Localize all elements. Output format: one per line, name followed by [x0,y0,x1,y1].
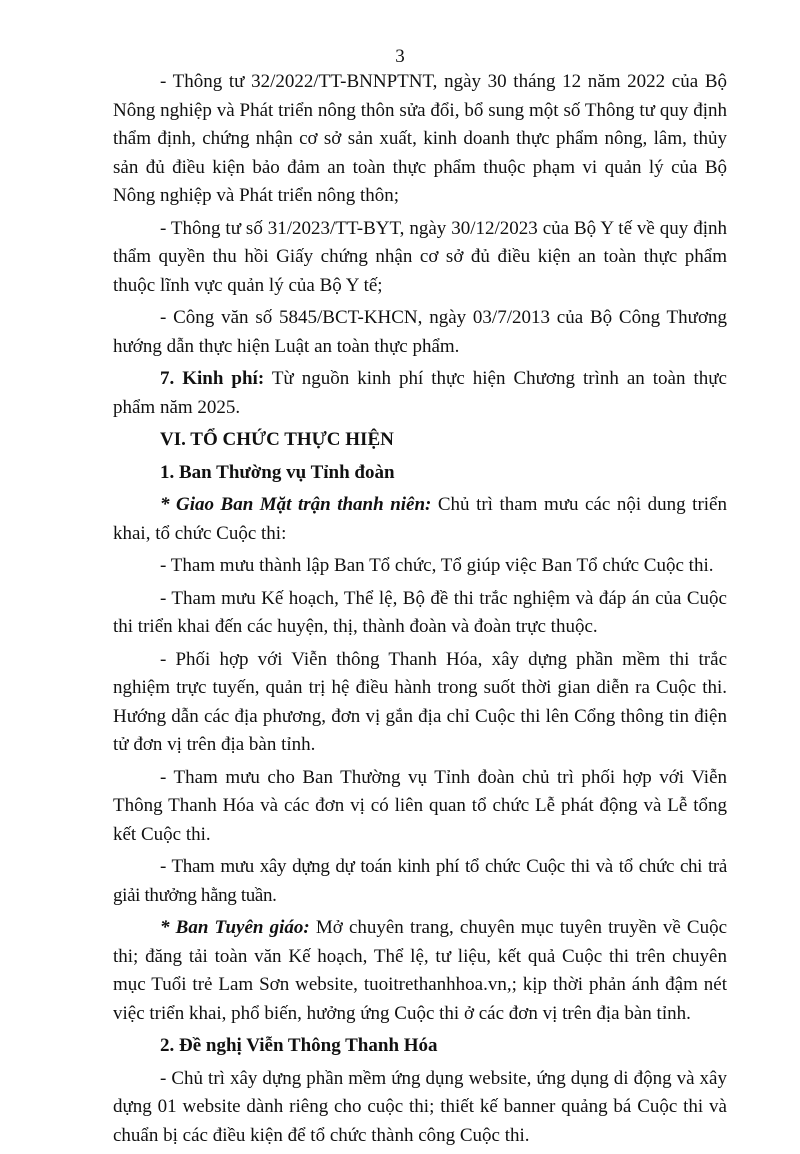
legal-basis-circular-31-2023: - Thông tư số 31/2023/TT-BYT, ngày 30/12/2023 của Bộ Y tế về quy định thẩm quyền thu hồi Giấy chứng nhận cơ sở đủ điều kiện an toàn thực phẩm thuộc lĩnh vực quản lý của Bộ Y tế; [113,217,727,296]
list-item: - Tham mưu thành lập Ban Tổ chức, Tổ giúp việc Ban Tổ chức Cuộc thi. [160,555,714,576]
propaganda-label: * Ban Tuyên giáo: [160,917,310,938]
subsection-title-youth-union: 1. Ban Thường vụ Tỉnh đoàn [160,461,395,483]
subsection-title-vnpt-thanh-hoa: 2. Đề nghị Viễn Thông Thanh Hóa [160,1035,438,1056]
funding-label: 7. Kinh phí: [160,368,265,389]
list-item: - Phối hợp với Viễn thông Thanh Hóa, xây dựng phần mềm thi trắc nghiệm trực tuyến, quản trị hệ điều hành trong suốt thời gian diễn ra Cuộc thi. Hướng dẫn các địa phương, đơn vị gắn địa chỉ Cuộc thi lên Cổng thông tin điện tử đơn vị trên địa bàn tỉnh. [113,648,727,755]
youth-front-assignment [113,491,727,548]
funding-paragraph [113,365,727,422]
funding-text: Từ nguồn kinh phí thực hiện Chương trình an toàn thực phẩm năm 2025. [113,368,727,418]
document-body [113,68,727,1154]
propaganda-assignment [113,914,727,1028]
propaganda-text: Mở chuyên trang, chuyên mục tuyên truyền về Cuộc thi; đăng tải toàn văn Kế hoạch, Thể lệ, tư liệu, kết quả Cuộc thi trên chuyên mục Tuổi trẻ Lam Sơn website, tuoitrethanhhoa.vn,; kịp thời phản ánh đậm nét việc triển khai, phổ biến, hưởng ứng Cuộc thi ở các đơn vị trên địa bàn tỉnh. [113,917,728,1024]
section-title: VI. TỔ CHỨC THỰC HIỆN [160,429,394,450]
list-item: - Tham mưu xây dựng dự toán kinh phí tổ chức Cuộc thi và tổ chức chi trả giải thưởng hằng tuần. [113,856,727,906]
list-item: - Tham mưu cho Ban Thường vụ Tỉnh đoàn chủ trì phối hợp với Viễn Thông Thanh Hóa và các đơn vị có liên quan tổ chức Lễ phát động và Lễ tổng kết Cuộc thi. [113,766,727,845]
youth-front-label: * Giao Ban Mặt trận thanh niên: [160,494,432,515]
legal-basis-circular-32-2022: - Thông tư 32/2022/TT-BNNPTNT, ngày 30 tháng 12 năm 2022 của Bộ Nông nghiệp và Phát triển nông thôn sửa đổi, bổ sung một số Thông tư quy định thẩm định, chứng nhận cơ sở sản xuất, kinh doanh thực phẩm nông, lâm, thủy sản đủ điều kiện bảo đảm an toàn thực phẩm thuộc phạm vi quản lý của Bộ Nông nghiệp và Phát triển nông thôn; [113,71,727,206]
page-number: 3 [395,46,405,67]
list-item: - Tham mưu Kế hoạch, Thể lệ, Bộ đề thi trắc nghiệm và đáp án của Cuộc thi triển khai đến các huyện, thị, thành đoàn và đoàn trực thuộc. [113,587,727,637]
legal-basis-official-letter-5845: - Công văn số 5845/BCT-KHCN, ngày 03/7/2013 của Bộ Công Thương hướng dẫn thực hiện Luật an toàn thực phẩm. [113,307,727,357]
list-item: - Chủ trì xây dựng phần mềm ứng dụng website, ứng dụng di động và xây dựng 01 website dành riêng cho cuộc thi; thiết kế banner quảng bá Cuộc thi và chuẩn bị các điều kiện để tổ chức thành công Cuộc thi. [113,1067,727,1146]
youth-front-text: Chủ trì tham mưu các nội dung triển khai, tổ chức Cuộc thi: [113,494,727,544]
